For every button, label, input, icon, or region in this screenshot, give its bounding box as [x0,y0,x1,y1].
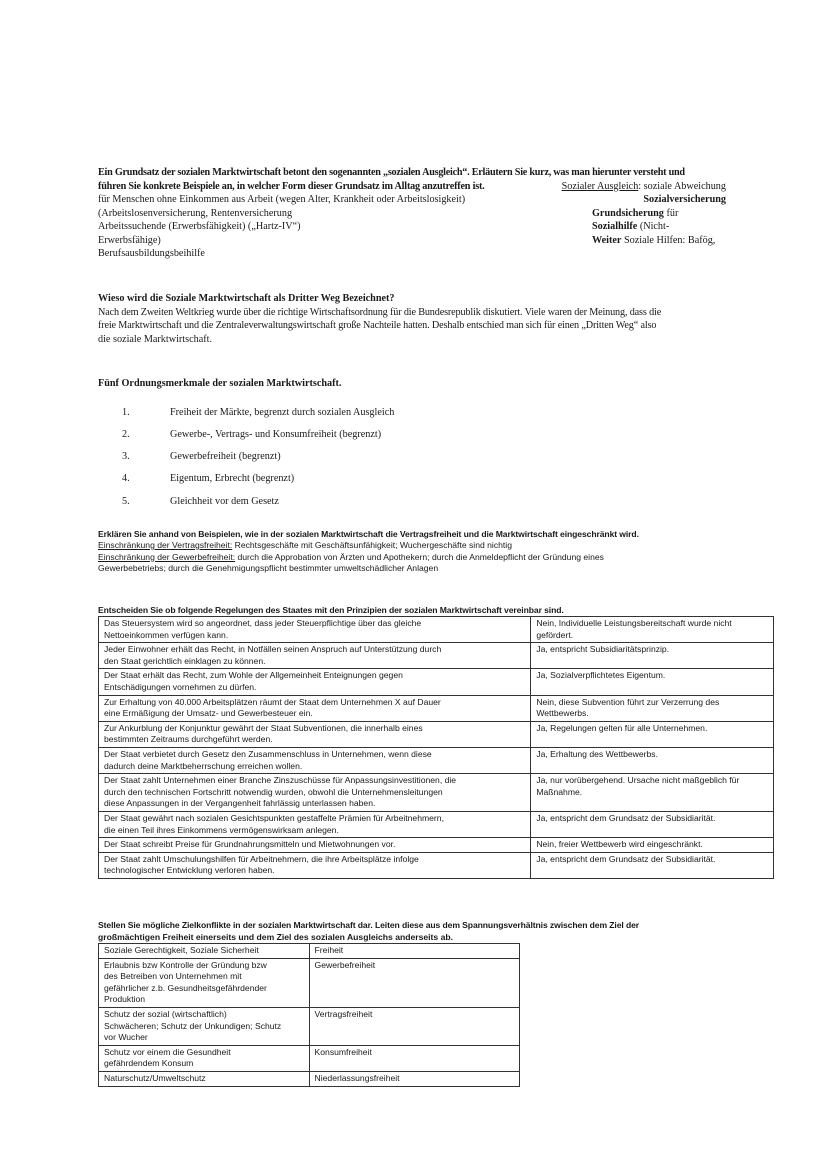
cell-line: Maßnahme. [536,786,583,797]
cell-line: Der Staat schreibt Preise für Grundnahrungsmitteln und Mietwohnungen vor. [104,839,396,850]
list-number: 2. [122,428,130,440]
table-cell-right [531,617,774,643]
cell-line: Soziale Gerechtigkeit, Soziale Sicherheit [104,945,259,955]
cell-line: Ja, entspricht dem Grundsatz der Subsidiarität. [536,853,716,864]
table-cell-right [531,695,774,721]
cell-line: Ja, nur vorübergehend. Ursache nicht maßgeblich für [536,775,740,786]
table-cell-left [99,643,531,669]
section-zielkonflikte [98,919,639,1087]
cell-line: Der Staat erhält das Recht, zum Wohle der Allgemeinheit Enteignungen gegen [104,670,403,681]
table-cell-left [99,669,531,695]
cell-line: Gewerbefreiheit [314,959,376,970]
list-number: 4. [122,473,130,485]
answer-term-bold: Weiter [592,234,622,246]
table-cell-left [99,774,531,812]
cell-line: Nein, Individuelle Leistungsbereitschaft wurde nicht [536,618,732,628]
section-heading: Erklären Sie anhand von Beispielen, wie in der sozialen Marktwirtschaft die Vertragsfreiheit und die Marktwirtschaft eingeschränkt wird. [98,529,639,539]
vertrag-label: Einschränkung der Vertragsfreiheit: [98,540,233,550]
cell-line: Niederlassungsfreiheit [314,1072,400,1083]
cell-line: Zur Ankurblung der Konjunktur gewährt der Staat Subventionen, die innerhalb eines [104,722,423,733]
list-text: Gleichheit vor dem Gesetz [170,495,279,507]
cell-line: vor Wucher [104,1032,148,1043]
answer-term-bold: Sozialhilfe [592,221,638,232]
gewerbe-text: durch die Approbation von Ärzten und Apothekern; durch die Anmeldepflicht der Gründung eines [235,551,604,562]
cell-line: Der Staat verbietet durch Gesetz den Zusammenschluss in Unternehmen, wenn diese [104,748,432,759]
cell-line: dadurch deine Marktbeherrschung erreichen wollen. [104,760,303,771]
cell-line: Schutz der sozial (wirtschaftlich) [104,1008,227,1019]
table-cell-left [99,1007,310,1045]
answer-term: Sozialversicherung [643,194,726,205]
gewerbe-label: Einschränkung der Gewerbefreiheit: [98,551,236,562]
cell-line: Nein, diese Subvention führt zur Verzerrung des [536,696,720,707]
cell-line: Nein, freier Wettbewerb wird eingeschränkt. [536,839,703,850]
table-row [99,852,774,878]
paragraph-line: freie Marktwirtschaft und die Zentraleverwaltungswirtschaft große Nachteile hatten. Deshalb entschied man sich für einen „Dritten Weg“ also [98,320,657,331]
section-heading: Fünf Ordnungsmerkmale der sozialen Marktwirtschaft. [98,378,342,389]
cell-line: Ja, entspricht Subsidiaritätsprinzip. [536,644,670,655]
gewerbe-line-2: Gewerbebetriebs; durch die Genehmigungspflicht bestimmter umweltschädlicher Anlagen [98,563,439,574]
cell-line: Der Staat zahlt Umschulungshilfen für Arbeitnehmern, die ihre Arbeitsplätze infolge [104,853,419,864]
answer-line: für Menschen ohne Einkommen aus Arbeit (wegen Alter, Krankheit oder Arbeitslosigkeit) [98,194,466,205]
cell-line: durch den technischen Fortschritt notwendig wurden, obwohl die Unternehmensleitungen [104,786,443,797]
cell-line: Schwächeren; Schutz der Unkundigen; Schutz [104,1020,282,1031]
answer-term [592,207,726,221]
cell-line: Der Staat zahlt Unternehmen einer Branche Zinszuschüsse für Anpassungsinvestitionen, die [104,775,457,786]
table-row [99,774,774,812]
list-item [98,491,738,513]
cell-line: Konsumfreiheit [314,1046,372,1057]
merkmale-list [98,402,738,513]
table-cell-left [99,958,310,1007]
section-regelungen [98,604,774,879]
table-cell-right [309,958,519,1007]
section-ordnungsmerkmale [98,377,738,513]
question-row [98,180,726,194]
paragraph-line: die soziale Marktwirtschaft. [98,333,213,345]
cell-line: Nettoeinkommen verfügen kann. [104,629,229,640]
cell-line: gefährdendem Konsum [104,1058,194,1069]
section-heading: großmächtigen Freiheit einerseits und dem Ziel des sozialen Ausgleichs anderseits ab. [98,932,453,942]
table-cell-right [531,721,774,747]
answer-row [98,193,726,207]
cell-line: Schutz vor einem die Gesundheit [104,1046,231,1057]
list-number: 3. [122,451,130,463]
cell-line: Freiheit [314,945,344,955]
list-item [98,446,738,468]
table-row [99,958,520,1007]
cell-line: Ja, Sozialverpflichtetes Eigentum. [536,670,666,681]
table-row [99,811,774,837]
cell-line: die einen Teil ihres Einkommens vermögenswirksam anlegen. [104,824,339,835]
table-cell-right [531,811,774,837]
cell-line: gefährlicher z.b. Gesundheitsgefährdender [104,982,267,993]
table-cell-left [99,695,531,721]
cell-line: Zur Erhaltung von 40.000 Arbeitsplätzen räumt der Staat dem Unternehmen X auf Dauer [104,696,441,707]
list-item [98,402,738,424]
table-cell-right [309,1045,519,1071]
table-cell-right [531,669,774,695]
table-cell-left [99,852,531,878]
table-row [99,747,774,773]
table-row [99,695,774,721]
list-number: 1. [122,406,130,418]
table-row [99,944,520,959]
table-cell-left [99,1071,310,1086]
list-item [98,468,738,490]
cell-line: Ja, entspricht dem Grundsatz der Subsidiarität. [536,812,716,823]
answer-right [562,180,726,194]
table-cell-left [99,838,531,853]
cell-line: des Betreiben von Unternehmen mit [104,971,242,982]
zielkonflikte-table [98,943,520,1087]
section-einschraenkungen [98,528,738,575]
table-row [99,1007,520,1045]
answer-line: (Arbeitslosenversicherung, Rentenversicherung [98,207,293,219]
table-cell-right [531,838,774,853]
cell-line: Vertragsfreiheit [314,1008,373,1019]
answer-line: Erwerbsfähige) [98,234,161,246]
section-dritter-weg [98,292,738,346]
cell-line: technologischer Entwicklung verloren haben. [104,865,275,876]
section-heading: Stellen Sie mögliche Zielkonflikte in der sozialen Marktwirtschaft dar. Leiten diese aus dem Spannungsverhältnis zwischen dem Ziel der [98,920,640,930]
cell-line: Ja, Regelungen gelten für alle Unternehmen. [536,722,708,733]
cell-line: Produktion [104,994,146,1005]
regelungen-table [98,616,774,879]
table-cell-right [531,852,774,878]
answer-term-rest: (Nicht- [637,221,670,232]
cell-line: Erlaubnis bzw Kontrolle der Gründung bzw [104,959,267,970]
table-row [99,617,774,643]
cell-line: Der Staat gewährt nach sozialen Gesichtspunkten gestaffelte Prämien für Arbeitnehmern, [104,812,444,823]
section-sozialer-ausgleich [98,166,726,261]
list-text: Gewerbefreiheit (begrenzt) [170,451,281,463]
answer-row [98,207,726,221]
answer-term [592,220,726,234]
table-cell-right [309,1007,519,1045]
cell-line: eine Ermäßigung der Umsatz- und Gewerbesteuer ein. [104,708,313,719]
section-heading: Entscheiden Sie ob folgende Regelungen des Staates mit den Prinzipien der sozialen Marktwirtschaft vereinbar sind. [98,605,564,615]
list-text: Freiheit der Märkte, begrenzt durch sozialen Ausgleich [170,406,395,418]
cell-line: Ja, Erhaltung des Wettbewerbs. [536,748,658,759]
question-line: Ein Grundsatz der sozialen Marktwirtschaft betont den sogenannten „sozialen Ausgleich“. Erläutern Sie kurz, was man hierunter versteht und [98,167,685,178]
answer-label: Sozialer Ausgleich [561,180,639,192]
answer-row [98,234,726,248]
list-text: Gewerbe-, Vertrags- und Konsumfreiheit (begrenzt) [170,428,382,440]
answer-text: : soziale Abweichung [638,180,726,192]
cell-line: Entschädigungen vornehmen zu dürfen. [104,681,257,692]
cell-line: Naturschutz/Umweltschutz [104,1072,206,1083]
answer-term-bold: Grundsicherung [592,207,664,219]
table-cell-right [309,1071,519,1086]
answer-row [98,220,726,234]
table-row [99,1045,520,1071]
question-line: führen Sie konkrete Beispiele an, in welcher Form dieser Grundsatz im Alltag anzutreffen ist. [98,180,485,192]
answer-term-rest: für [663,207,679,219]
list-number: 5. [122,495,130,507]
table-cell-left [99,811,531,837]
cell-line: gefördert. [536,629,574,640]
list-item [98,424,738,446]
answer-line: Berufsausbildungsbeihilfe [98,248,205,259]
cell-line: den Staat gerichtlich einklagen zu können. [104,655,266,666]
table-cell-left [99,617,531,643]
table-cell-right [531,643,774,669]
cell-line: diese Anpassungen in der Vergangenheit fahrlässig unterlassen haben. [104,798,376,809]
table-cell-left [99,1045,310,1071]
table-cell-right [531,774,774,812]
cell-line: Wettbewerbs. [536,708,589,719]
vertrag-text: Rechtsgeschäfte mit Geschäftsunfähigkeit; Wuchergeschäfte sind nichtig [232,540,512,550]
cell-line: Jeder Einwohner erhält das Recht, in Notfällen seinen Anspruch auf Unterstützung durch [104,644,442,655]
table-row [99,1071,520,1086]
table-row [99,721,774,747]
paragraph-line: Nach dem Zweiten Weltkrieg wurde über die richtige Wirtschaftsordnung für die Bundesrepublik diskutiert. Viele waren der Meinung, dass die [98,306,662,318]
table-cell-left [99,944,310,959]
table-cell-left [99,747,531,773]
answer-term-rest: Soziale Hilfen: Bafög, [621,234,716,246]
answer-term [592,234,726,248]
vertrag-line [98,540,738,552]
table-row [99,838,774,853]
cell-line: bestimmten Zeitraums durchgeführt werden. [104,734,273,745]
table-cell-right [531,747,774,773]
table-row [99,669,774,695]
table-cell-left [99,721,531,747]
gewerbe-line [98,552,738,564]
list-text: Eigentum, Erbrecht (begrenzt) [170,473,295,485]
section-heading: Wieso wird die Soziale Marktwirtschaft als Dritter Weg Bezeichnet? [98,293,395,304]
table-cell-right [309,944,519,959]
answer-line: Arbeitssuchende (Erwerbsfähigkeit) („Hartz-IV“) [98,221,301,232]
cell-line: Das Steuersystem wird so angeordnet, dass jeder Steuerpflichtige über das gleiche [104,618,422,628]
table-row [99,643,774,669]
